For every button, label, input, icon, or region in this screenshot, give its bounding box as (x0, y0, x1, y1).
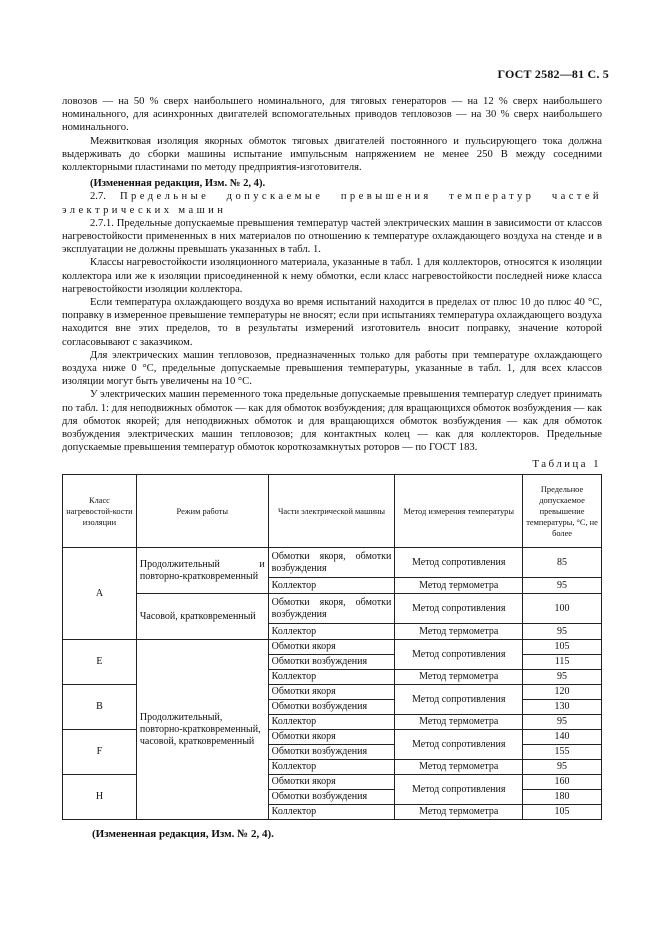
method-cell: Метод сопротивления (395, 594, 523, 624)
value-cell: 105 (523, 640, 602, 655)
part-cell: Обмотки возбуждения (268, 745, 395, 760)
value-cell: 155 (523, 745, 602, 760)
page-header: ГОСТ 2582—81 С. 5 (497, 67, 609, 81)
amendment-note: (Измененная редакция, Изм. № 2, 4). (90, 178, 266, 190)
value-cell: 115 (523, 655, 602, 670)
part-cell: Обмотки возбуждения (268, 655, 395, 670)
part-cell: Обмотки возбуждения (268, 700, 395, 715)
value-cell: 130 (523, 700, 602, 715)
table-row (63, 548, 602, 578)
paragraph: Классы нагревостойкости изоляционного материала, указанные в табл. 1 для коллекторов, относятся к изоляции коллектора или же к изоляции присоединенной к нему обмотки, если класс нагревостойкости последней ниже класса нагревостойкости изоляции коллектора. (62, 257, 602, 295)
part-cell: Обмотки возбуждения (268, 790, 395, 805)
part-cell: Обмотки якоря (268, 775, 395, 790)
table-row (63, 594, 602, 624)
part-cell: Коллектор (268, 805, 395, 820)
section-title: Предельные допускаемые превышения температур частей электрических машин (62, 191, 602, 216)
section-heading (62, 190, 602, 216)
paragraph: Для электрических машин тепловозов, предназначенных только для работы при температуре охлаждающего воздуха ниже 0 °С, предельные допускаемые превышения температуры, указанные в табл. 1, для всех классов изоляции могут быть увеличены на 10 °С. (62, 349, 602, 388)
header-operating-mode: Режим работы (136, 475, 268, 548)
part-cell: Обмотки якоря, обмотки возбуждения (268, 594, 395, 624)
paragraph: Если температура охлаждающего воздуха во время испытаний находится в пределах от плюс 10 до плюс 40 °С, поправку в измеренное превышение температуры не вносят; если при испытаниях температура охлаждающего воздуха находится вне этих пределов, то в результаты измерений изготовитель вносит поправку, значение которой согласовывают с заказчиком. (62, 297, 603, 348)
method-cell: Метод термометра (395, 624, 523, 640)
section-number: 2.7. (90, 191, 106, 203)
header-measurement-method: Метод измерения температуры (395, 475, 523, 548)
method-cell: Метод термометра (395, 805, 523, 820)
header-machine-parts: Части электрической машины (268, 475, 395, 548)
header-max-temperature-rise: Предельное допускаемое превышение температуры, °С, не более (523, 475, 602, 548)
header-insulation-class: Класс нагревостой-кости изоляции (63, 475, 137, 548)
class-cell: Н (63, 775, 137, 820)
value-cell: 140 (523, 730, 602, 745)
class-cell: В (63, 685, 137, 730)
amendment-note-footer: (Измененная редакция, Изм. № 2, 4). (92, 828, 274, 840)
value-cell: 95 (523, 715, 602, 730)
method-cell: Метод термометра (395, 760, 523, 775)
part-cell: Обмотки якоря, обмотки возбуждения (268, 548, 395, 578)
part-cell: Обмотки якоря (268, 640, 395, 655)
mode-cell: Продолжительный и повторно-кратковременный (136, 548, 268, 594)
class-cell: F (63, 730, 137, 775)
value-cell: 105 (523, 805, 602, 820)
value-cell: 85 (523, 548, 602, 578)
mode-cell: Продолжительный, повторно-кратковременный, часовой, кратковременный (136, 640, 268, 820)
paragraph: ловозов — на 50 % сверх наибольшего номинального, для тяговых генераторов — на 12 % сверх наибольшего номинального, для асинхронных двигателей вспомогательных приводов тепловозов — на 30 % сверх наибольшего номинального. (62, 96, 602, 134)
method-cell: Метод термометра (395, 578, 523, 594)
table-caption: Таблица 1 (532, 458, 601, 470)
method-cell: Метод сопротивления (395, 548, 523, 578)
value-cell: 120 (523, 685, 602, 700)
value-cell: 100 (523, 594, 602, 624)
table-header-row (63, 475, 602, 548)
part-cell: Коллектор (268, 578, 395, 594)
paragraph: Межвитковая изоляция якорных обмоток тяговых двигателей постоянного и пульсирующего тока должна выдерживать до сборки машины испытание импульсным напряжением не менее 250 В между соседними коллекторными пластинами по методу предприятия-изготовителя. (62, 135, 602, 174)
method-cell: Метод термометра (395, 715, 523, 730)
method-cell: Метод термометра (395, 670, 523, 685)
paragraph: У электрических машин переменного тока предельные допускаемые превышения температур следует принимать по табл. 1: для неподвижных обмоток — как для обмоток возбуждения; для вращающихся обмоток возбуждения — как для обмоток якорей; для неподвижных обмоток и для вращающихся обмоток возбуждения — как для обмоток возбуждения электрических машин тепловозов; для контактных колец — как для коллекторов. Предельные допускаемые превышения температур обмоток короткозамкнутых роторов — по ГОСТ 183. (62, 389, 602, 454)
value-cell: 160 (523, 775, 602, 790)
method-cell: Метод сопротивления (395, 640, 523, 670)
part-cell: Коллектор (268, 760, 395, 775)
part-cell: Обмотки якоря (268, 685, 395, 700)
method-cell: Метод сопротивления (395, 730, 523, 760)
class-cell: Е (63, 640, 137, 685)
value-cell: 95 (523, 670, 602, 685)
method-cell: Метод сопротивления (395, 685, 523, 715)
class-cell: А (63, 548, 137, 640)
mode-cell: Часовой, кратковременный (136, 594, 268, 640)
part-cell: Коллектор (268, 715, 395, 730)
method-cell: Метод сопротивления (395, 775, 523, 805)
value-cell: 95 (523, 624, 602, 640)
part-cell: Коллектор (268, 624, 395, 640)
part-cell: Обмотки якоря (268, 730, 395, 745)
document-body (62, 95, 602, 454)
table-row (63, 640, 602, 655)
temperature-table (62, 474, 602, 820)
value-cell: 180 (523, 790, 602, 805)
part-cell: Коллектор (268, 670, 395, 685)
value-cell: 95 (523, 578, 602, 594)
value-cell: 95 (523, 760, 602, 775)
paragraph: 2.7.1. Предельные допускаемые превышения температур частей электрических машин в зависимости от классов нагревостойкости примененных в них материалов по отношению к температуре охлаждающего воздуха на стенде и в эксплуатации не должны превышать указанных в табл. 1. (62, 217, 602, 256)
